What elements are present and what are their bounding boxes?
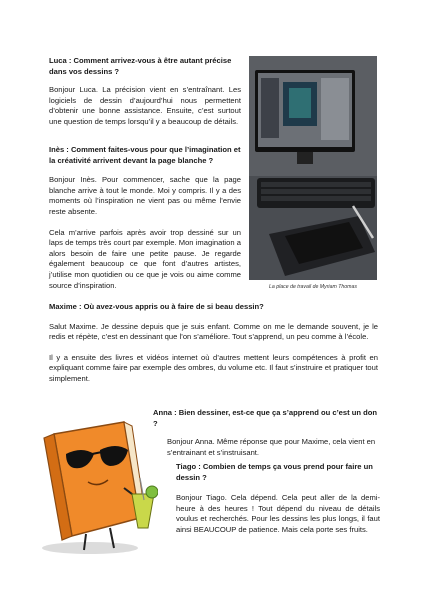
maxime-question: Maxime : Où avez-vous appris ou à faire de si beau dessin? xyxy=(49,302,264,311)
maxime-answer-1: Salut Maxime. Je dessine depuis que je suis enfant. Comme on me le demande souvent, je le redis et répète, c’est en dessinant que l’on s’améliore. Tout s’apprend, un peu comme à l’école. xyxy=(49,321,378,342)
tiago-answer: Bonjour Tiago. Cela dépend. Cela peut aller de la demi-heure à des heures ! Tout dépend du niveau de détails voulus et recherchés. Pour les dessins les plus longs, il faut ainsi BEAUCOUP de patience. Mais cela porte ses fruits. xyxy=(176,493,380,534)
anna-question: Anna : Bien dessiner, est-ce que ça s’apprend ou c’est un don ? xyxy=(153,408,378,428)
workplace-photo xyxy=(249,56,377,280)
anna-block xyxy=(153,408,379,458)
maxime-block xyxy=(49,302,378,385)
maxime-answer-2: Il y a ensuite des livres et vidéos internet où d’autres mettent leurs compétences à profit en expliquant comme faire par exemple des ombres, du volume etc. Il faut s’instruire et pratiquer tout simplement. xyxy=(49,352,378,383)
tiago-question: Tiago : Combien de temps ça vous prend pour faire un dessin ? xyxy=(176,462,373,482)
tiago-block xyxy=(176,462,380,536)
anna-answer: Bonjour Anna. Même réponse que pour Maxime, cela vient en s’entrainant et s’instruisant. xyxy=(167,437,376,457)
photo-caption: La place de travail de Myriam Thomas xyxy=(269,284,357,290)
book-character-illustration xyxy=(28,408,158,558)
workplace-photo-drawing xyxy=(249,56,377,280)
ines-answer-1: Bonjour Inès. Pour commencer, sache que la page blanche arrive à tout le monde. Moi y compris. Il y a des moments où l’inspiration ne vient pas ou même l’envie reste absente. xyxy=(49,175,241,216)
luca-block xyxy=(49,56,241,128)
ines-answer-2: Cela m’arrive parfois après avoir trop dessiné sur un laps de temps très court par exemple. Mon imagination a alors besoin de faire une petite pause. Je regarde également beaucoup ce que font d’autres artistes, j’utilise mon quotidien ou ce que je vois ou aime comme source d’inspiration. xyxy=(49,227,241,290)
ines-question: Inès : Comment faites-vous pour que l’imagination et la créativité arrivent devant la page blanche ? xyxy=(49,145,241,165)
luca-question: Luca : Comment arrivez-vous à être autant précise dans vos dessins ? xyxy=(49,56,232,76)
luca-answer: Bonjour Luca. La précision vient en s’entraînant. Les logiciels de dessin d’aujourd’hui nous permettent d’obtenir une bonne assistance. Ensuite, c’est surtout une question de temps lorsqu’il y a beaucoup de détails. xyxy=(49,85,241,126)
book-character-drawing xyxy=(28,408,158,558)
ines-block xyxy=(49,145,241,291)
